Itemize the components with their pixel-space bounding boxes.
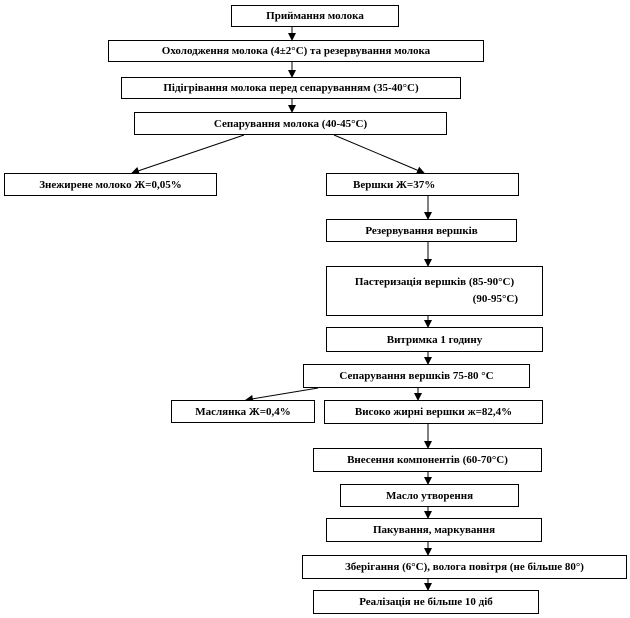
step-label-secondary: (90-95°С) bbox=[472, 293, 518, 305]
step-holding bbox=[326, 327, 543, 352]
step-label: Підігрівання молока перед сепаруванням (35-40°С) bbox=[163, 82, 419, 94]
step-label: Сепарування вершків 75-80 °С bbox=[339, 370, 494, 382]
step-cream-pasteurization bbox=[326, 266, 543, 316]
step-cream-separation bbox=[303, 364, 530, 388]
step-label: Внесення компонентів (60-70°С) bbox=[347, 454, 508, 466]
step-label: Реалізація не більше 10 діб bbox=[359, 596, 493, 608]
step-milk-reception bbox=[231, 5, 399, 27]
step-label: Резервування вершків bbox=[365, 224, 478, 237]
step-storage bbox=[302, 555, 627, 579]
arrow-n4-n6 bbox=[334, 135, 424, 173]
step-butter-formation bbox=[340, 484, 519, 507]
output-buttermilk bbox=[171, 400, 315, 423]
step-label: Маслянка Ж=0,4% bbox=[195, 405, 291, 418]
arrow-n4-n5 bbox=[132, 135, 244, 173]
step-label: Вершки Ж=37% bbox=[353, 178, 436, 191]
step-sale bbox=[313, 590, 539, 614]
step-cream-reserve bbox=[326, 219, 517, 242]
step-label: Сепарування молока (40-45°С) bbox=[213, 117, 368, 130]
step-label: Масло утворення bbox=[385, 489, 474, 502]
arrow-n10-n11 bbox=[246, 388, 318, 400]
step-add-components bbox=[313, 448, 542, 472]
output-cream bbox=[326, 173, 519, 196]
step-milk-separation bbox=[134, 112, 447, 135]
step-label: Пакування, маркування bbox=[372, 524, 496, 536]
step-label: Приймання молока bbox=[266, 10, 364, 22]
step-packaging bbox=[326, 518, 542, 542]
output-skim-milk bbox=[4, 173, 217, 196]
step-label: Пастеризація вершків (85-90°С) bbox=[354, 276, 515, 288]
step-milk-cooling bbox=[108, 40, 484, 62]
step-label: Охолодження молока (4±2°С) та резервування молока bbox=[161, 45, 431, 57]
step-milk-heating bbox=[121, 77, 461, 99]
step-label: Високо жирні вершки ж=82,4% bbox=[354, 406, 513, 418]
step-label: Зберігання (6°С), волога повітря (не більше 80°) bbox=[345, 561, 584, 573]
step-label: Знежирене молоко Ж=0,05% bbox=[39, 178, 182, 191]
step-label: Витримка 1 годину bbox=[386, 333, 483, 346]
output-high-fat-cream bbox=[324, 400, 543, 424]
